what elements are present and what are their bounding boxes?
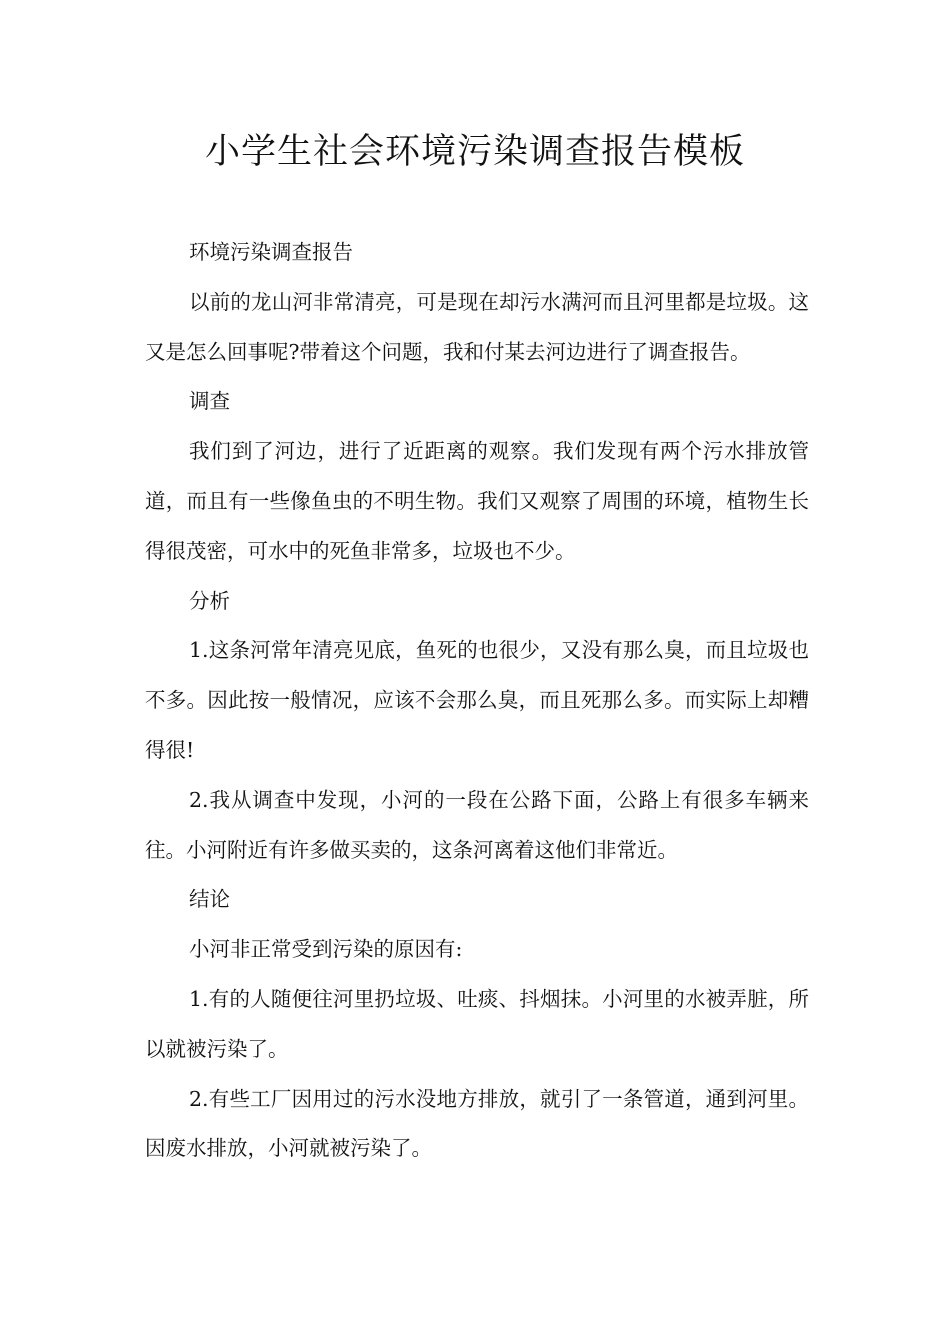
section-heading-conclusion: 结论 (189, 887, 230, 912)
section-heading-analysis: 分析 (189, 588, 230, 613)
conclusion-point-2: 2.有些工厂因用过的污水没地方排放，就引了一条管道，通到河里。因废水排放，小河就被污染了。 (145, 1086, 809, 1161)
investigation-paragraph: 我们到了河边，进行了近距离的观察。我们发现有两个污水排放管道，而且有一些像鱼虫的不明生物。我们又观察了周围的环境，植物生长得很茂密，可水中的死鱼非常多，垃圾也不少。 (145, 439, 809, 563)
document-title: 小学生社会环境污染调查报告模板 (204, 132, 745, 172)
conclusion-intro: 小河非正常受到污染的原因有: (189, 937, 463, 962)
section-heading-report: 环境污染调查报告 (189, 240, 353, 264)
analysis-point-2: 2.我从调查中发现，小河的一段在公路下面，公路上有很多车辆来往。小河附近有许多做买卖的，这条河离着这他们非常近。 (145, 787, 809, 862)
intro-paragraph: 以前的龙山河非常清亮，可是现在却污水满河而且河里都是垃圾。这又是怎么回事呢?带着这个问题，我和付某去河边进行了调查报告。 (145, 289, 809, 364)
conclusion-point-1: 1.有的人随便往河里扔垃圾、吐痰、抖烟抹。小河里的水被弄脏，所以就被污染了。 (145, 986, 809, 1061)
document-body (145, 228, 809, 1174)
analysis-point-1: 1.这条河常年清亮见底，鱼死的也很少，又没有那么臭，而且垃圾也不多。因此按一般情况，应该不会那么臭，而且死那么多。而实际上却糟得很! (145, 638, 809, 762)
section-heading-investigation: 调查 (189, 389, 230, 414)
